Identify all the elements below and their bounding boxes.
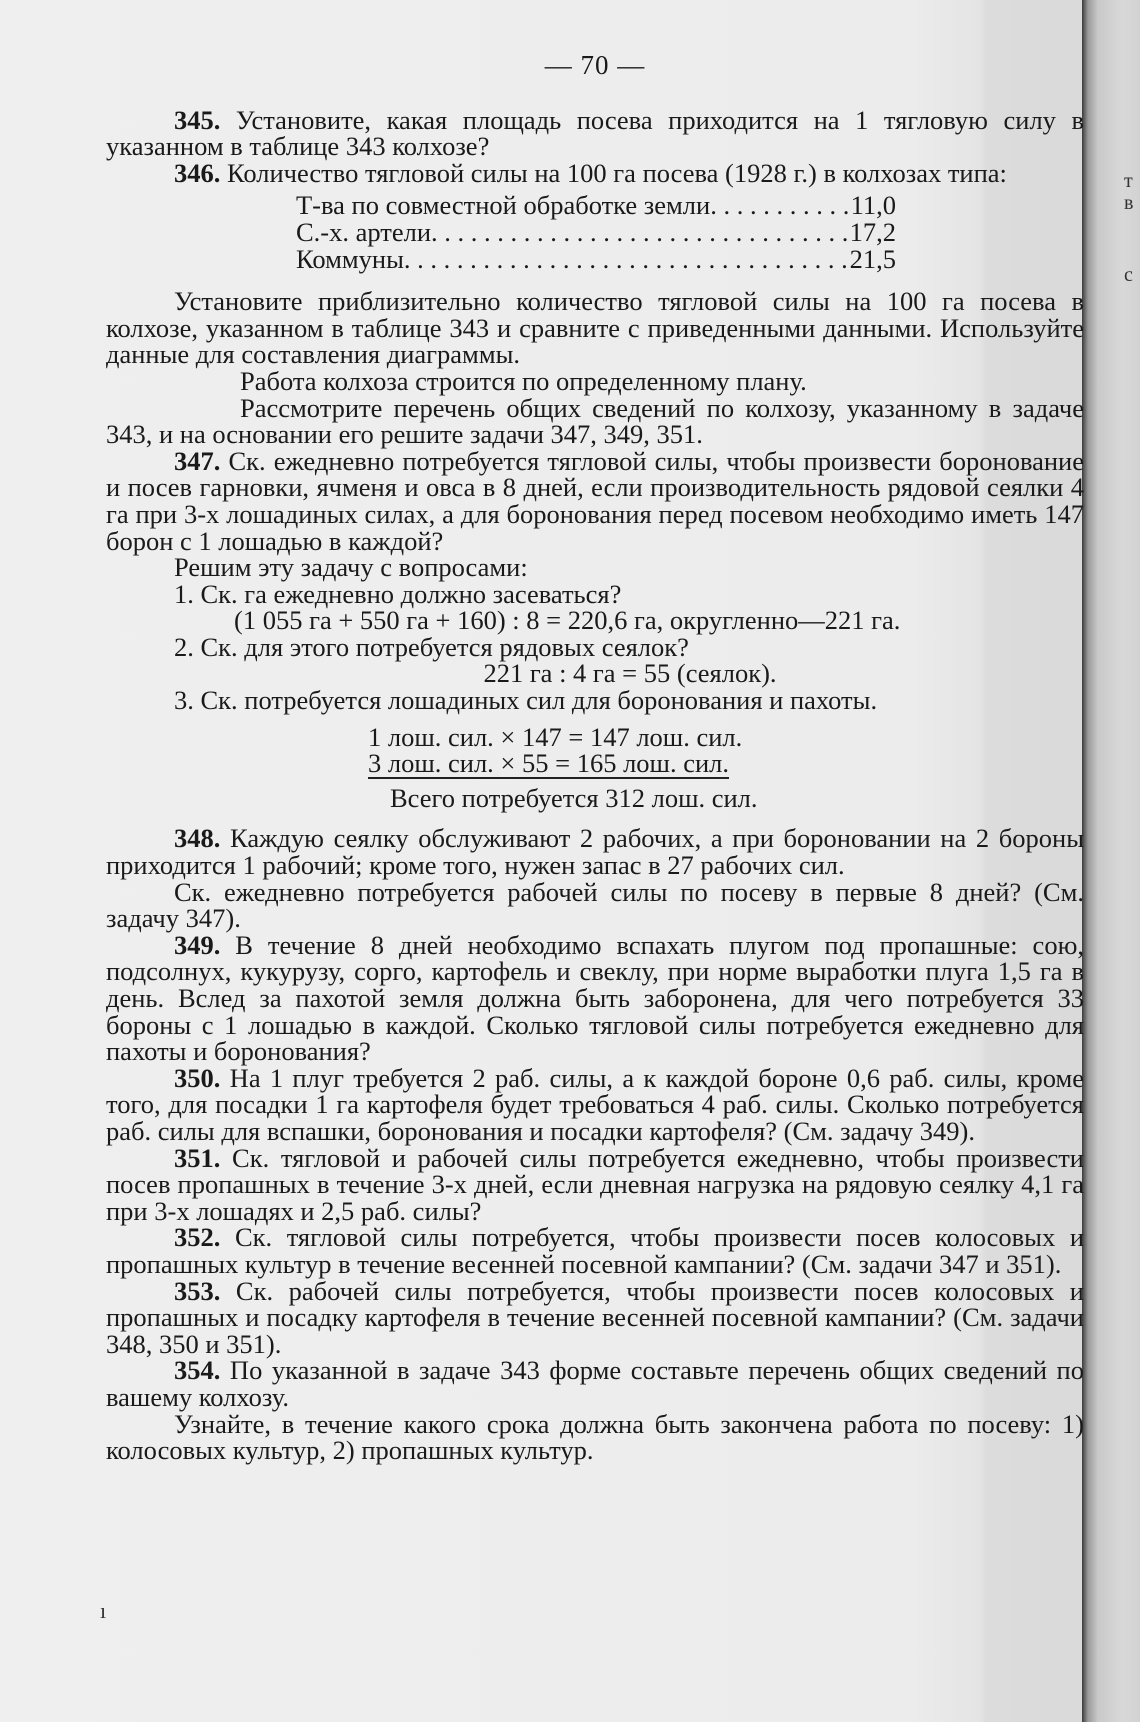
question-2-calculation: 221 га : 4 га = 55 (сеялок). — [483, 658, 777, 689]
table-row — [296, 192, 896, 219]
problem-number: 348. — [174, 823, 221, 854]
question-1-calculation: (1 055 га + 550 га + 160) : 8 = 220,6 га, округленно—221 га. — [234, 605, 901, 636]
row-label: С.-х. артели — [296, 216, 432, 247]
problem-text: По указанной в задаче 343 форме составьте перечень общих сведений по вашему колхозу. — [106, 1355, 1084, 1412]
table-row — [296, 216, 896, 247]
page-number: — 70 — — [544, 50, 646, 80]
problem-354 — [106, 1357, 1084, 1410]
problem-number: 354. — [174, 1355, 221, 1386]
problem-number: 351. — [174, 1142, 221, 1173]
problem-350 — [106, 1062, 1084, 1146]
question-1: 1. Ск. га ежедневно должно засеваться? — [174, 578, 622, 609]
problem-345 — [106, 104, 1084, 162]
calc-line: 3 лош. сил. × 55 = 165 лош. сил. — [368, 748, 729, 779]
problem-348-question: Ск. ежедневно потребуется рабочей силы по посеву в первые 8 дней? (См. задачу 347). — [106, 876, 1084, 934]
section-instructions: Рассмотрите перечень общих сведений по колхозу, указанному в задаче 343, и на основании его решите задачи 347, 349, 351. — [106, 392, 1084, 450]
row-value: 17,2 — [849, 216, 896, 247]
edge-letter: т — [1124, 170, 1133, 192]
edge-letter: с — [1124, 264, 1133, 286]
problem-number: 353. — [174, 1275, 221, 1306]
tractive-power-table — [296, 192, 1084, 272]
problem-349 — [106, 929, 1084, 1067]
table-row — [296, 243, 896, 274]
problem-text: Количество тягловой силы на 100 га посева (1928 г.) в колхозах типа: — [220, 157, 1007, 188]
row-label: Коммуны — [296, 243, 404, 274]
problem-348 — [106, 823, 1084, 881]
adjacent-page-edge-letters — [1124, 170, 1133, 286]
question-3: 3. Ск. потребуется лошадиных сил для боронования и пахоты. — [174, 685, 878, 716]
problem-number: 350. — [174, 1062, 221, 1093]
problem-text: Ск. рабочей силы потребуется, чтобы произвести посев колосовых и пропашных и посадку картофеля в течение весенней посевной кампании? (См. задачи 348, 350 и 351). — [106, 1275, 1084, 1359]
calc-total: Всего потребуется 312 лош. сил. — [390, 782, 758, 813]
problem-number: 346. — [174, 157, 221, 188]
problem-text: Ск. ежедневно потребуется тягловой силы, чтобы произвести боронование и посев гарновки, ячменя и овса в 8 дней, если производительность рядовой сеялки 4 га при 3-х лошадиных силах, а для боронования перед посевом необходимо иметь 147 борон с 1 лошадью в каждой? — [106, 445, 1084, 556]
problem-text: На 1 плуг требуется 2 раб. силы, а к каждой бороне 0,6 раб. силы, кроме того, для посадки 1 га картофеля будет требоваться 4 раб. силы. Сколько потребуется раб. силы для вспашки, боронования и посадки картофеля? (См. задачу 349). — [106, 1062, 1084, 1146]
problem-text: Каждую сеялку обслуживают 2 рабочих, а при бороновании на 2 бороны приходится 1 рабочий; кроме того, нужен запас в 27 рабочих сил. — [106, 823, 1084, 881]
horsepower-calculation — [368, 721, 838, 779]
row-value: 11,0 — [850, 190, 896, 221]
problem-353 — [106, 1275, 1084, 1359]
section-intro: Работа колхоза строится по определенному плану. — [240, 365, 807, 396]
calc-line: 1 лош. сил. × 147 = 147 лош. сил. — [368, 721, 743, 752]
row-value: 21,5 — [849, 243, 896, 274]
problem-346-continuation: Установите приблизительно количество тягловой силы на 100 га посева в колхозе, указанном в таблице 343 и сравните с приведенными данными. Используйте данные для составления диаграммы. — [106, 286, 1084, 370]
problem-number: 352. — [174, 1222, 221, 1253]
problem-text: В течение 8 дней необходимо вспахать плугом под пропашные: сою, подсолнух, кукурузу, сорго, картофель и свеклу, при норме выработки плуга 1,5 га в день. Вслед за пахотой земля должна быть заборонена, для чего потребуется 33 бороны с 1 лошадью в каждой. Сколько тягловой силы потребуется ежедневно для пахоты и боронования? — [106, 929, 1084, 1067]
problem-352 — [106, 1224, 1084, 1277]
problem-354-continuation: Узнайте, в течение какого срока должна быть закончена работа по посеву: 1) колосовых культур, 2) пропашных культур. — [106, 1408, 1084, 1466]
problem-text: Установите, какая площадь посева приходится на 1 тягловую силу в указанном в таблице 343 колхозе? — [106, 104, 1084, 162]
problem-text: Ск. тягловой силы потребуется, чтобы произвести посев колосовых и пропашных культур в течение весенней посевной кампании? (См. задачи 347 и 351). — [106, 1222, 1084, 1279]
print-speck: ı — [100, 1598, 107, 1623]
problem-347 — [106, 445, 1084, 556]
question-2: 2. Ск. для этого потребуется рядовых сеялок? — [174, 631, 689, 662]
problem-346 — [106, 157, 1084, 188]
problem-351 — [106, 1142, 1084, 1226]
page-text — [106, 52, 1084, 1464]
edge-letter: в — [1124, 192, 1134, 214]
problem-number: 345. — [174, 104, 221, 135]
problem-text: Ск. тягловой и рабочей силы потребуется ежедневно, чтобы произвести посев пропашных в течение 3-х дней, если дневная нагрузка на рядовую сеялку 4,1 га при 3-х лошадях и 2,5 раб. силы? — [106, 1142, 1084, 1226]
solution-intro: Решим эту задачу с вопросами: — [174, 552, 528, 583]
problem-number: 347. — [174, 445, 221, 476]
problem-number: 349. — [174, 929, 221, 960]
row-label: Т-ва по совместной обработке земли — [296, 190, 711, 221]
